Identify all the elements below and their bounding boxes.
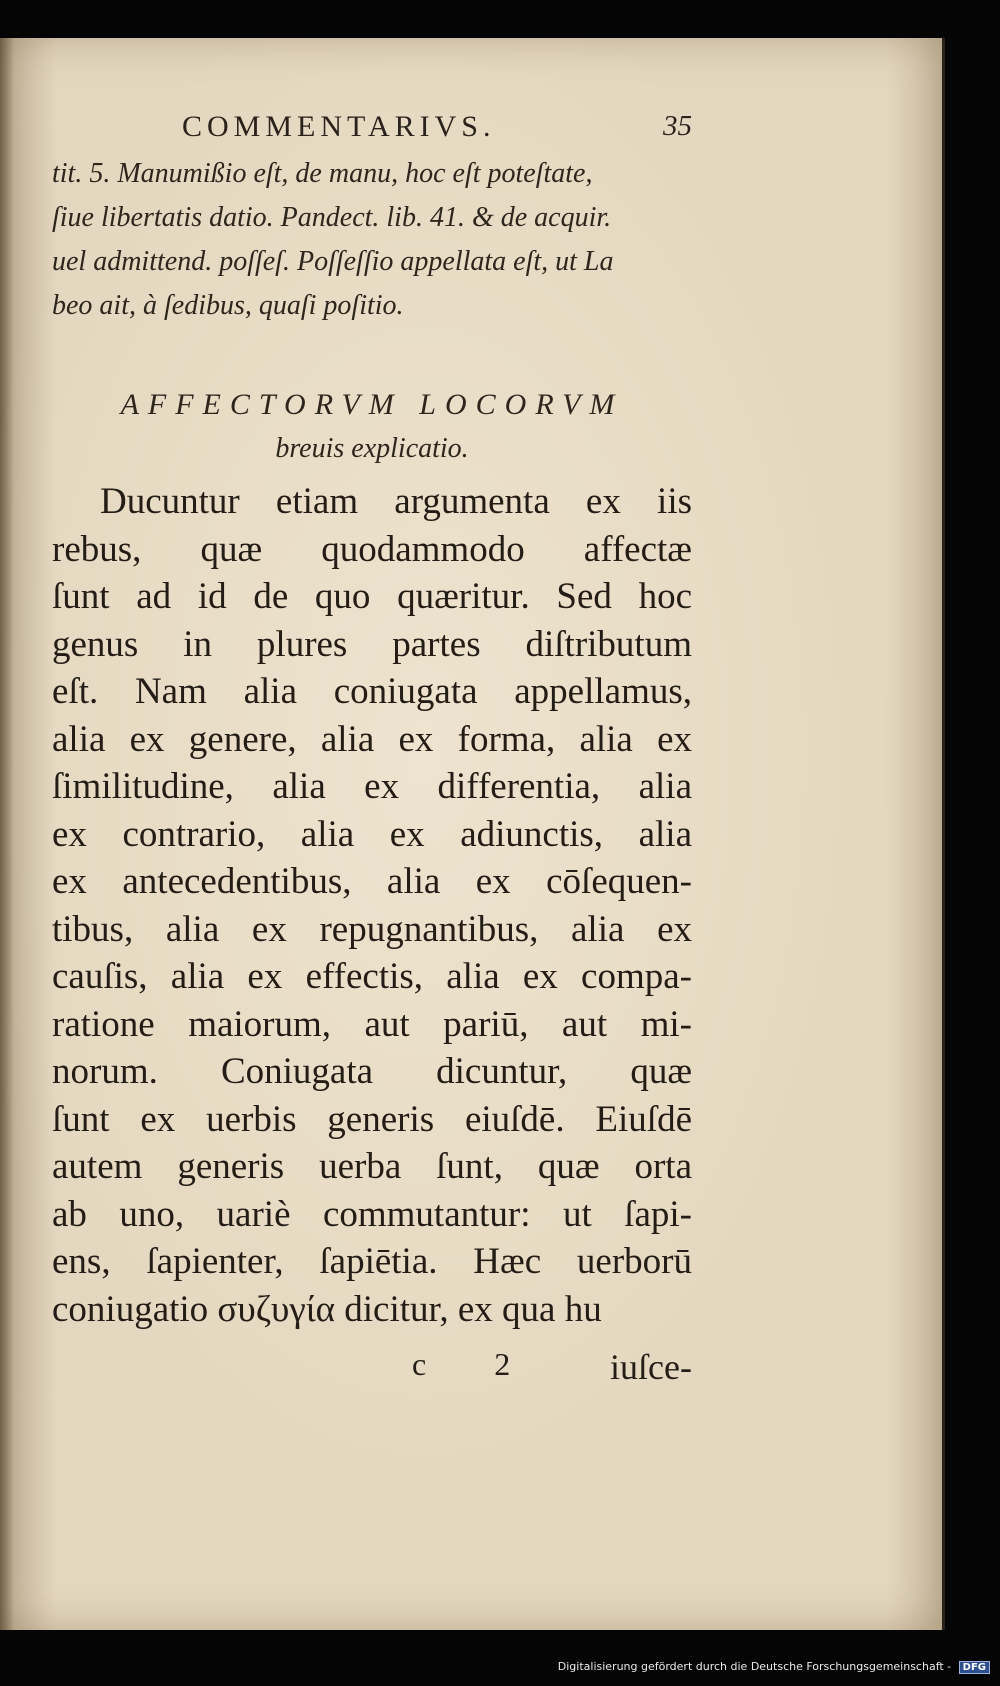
text-line: norum. Coniugata dicuntur, quæ — [52, 1051, 692, 1092]
section-heading-line2: breuis explicatio. — [275, 433, 469, 464]
text-line: cauſis, alia ex effectis, alia ex compa- — [52, 956, 692, 997]
text-line: alia ex genere, alia ex forma, alia ex — [52, 718, 692, 760]
text-line: ſimilitudine, alia ex differentia, alia — [52, 766, 692, 807]
text-line: tibus, alia ex repugnantibus, alia ex — [52, 908, 692, 950]
text-line: ratione maiorum, aut pariū, aut mi- — [52, 1003, 692, 1045]
page-header — [52, 110, 692, 150]
text-line: ſunt ad id de quo quæritur. Sed hoc — [52, 576, 692, 617]
section-heading-line1: AFFECTORVM LOCORVM — [120, 388, 624, 421]
text-line: ſunt ex uerbis generis eiuſdē. Eiuſdē — [52, 1098, 692, 1140]
note-line: tit. 5. Manumißio eſt, de manu, hoc eſt poteſtate, — [52, 158, 593, 189]
signature-mark: c 2 — [412, 1346, 541, 1382]
dfg-logo: DFG — [959, 1661, 990, 1674]
book-page — [0, 38, 945, 1630]
text-line: eſt. Nam alia coniugata appellamus, — [52, 671, 692, 712]
note-line: beo ait, à ſedibus, quaſi poſitio. — [52, 290, 404, 321]
note-line: uel admittend. poſſeſ. Poſſeſſio appellata eſt, ut La — [52, 246, 614, 277]
text-line: autem generis uerba ſunt, quæ orta — [52, 1146, 692, 1187]
text-line: genus in plures partes diſtributum — [52, 623, 692, 665]
catchword: iuſce- — [610, 1347, 692, 1387]
text-line: Ducuntur etiam argumenta ex iis — [100, 481, 692, 522]
footer-credit: Digitalisierung gefördert durch die Deutsche Forschungsgemeinschaft - — [557, 1660, 952, 1673]
page-gutter-shadow — [0, 38, 14, 1630]
body-paragraph — [52, 478, 692, 1333]
text-line: ex antecedentibus, alia ex cōſequen- — [52, 861, 692, 902]
text-line: coniugatio συζυγία dicitur, ex qua hu — [52, 1288, 602, 1330]
note-line: ſiue libertatis datio. Pandect. lib. 41. & de acquir. — [52, 202, 612, 233]
running-head: COMMENTARIVS. — [182, 110, 496, 143]
text-line: ab uno, uariè commutantur: ut ſapi- — [52, 1193, 692, 1235]
text-line: rebus, quæ quodammodo affectæ — [52, 528, 692, 570]
text-line: ens, ſapienter, ſapiētia. Hæc uerborū — [52, 1241, 692, 1282]
folio-number: 35 — [663, 110, 692, 142]
section-heading — [52, 383, 692, 471]
catchline — [52, 1346, 692, 1386]
digitization-footer — [0, 1660, 990, 1674]
text-line: ex contrario, alia ex adiunctis, alia — [52, 813, 692, 855]
marginal-note — [52, 152, 692, 328]
